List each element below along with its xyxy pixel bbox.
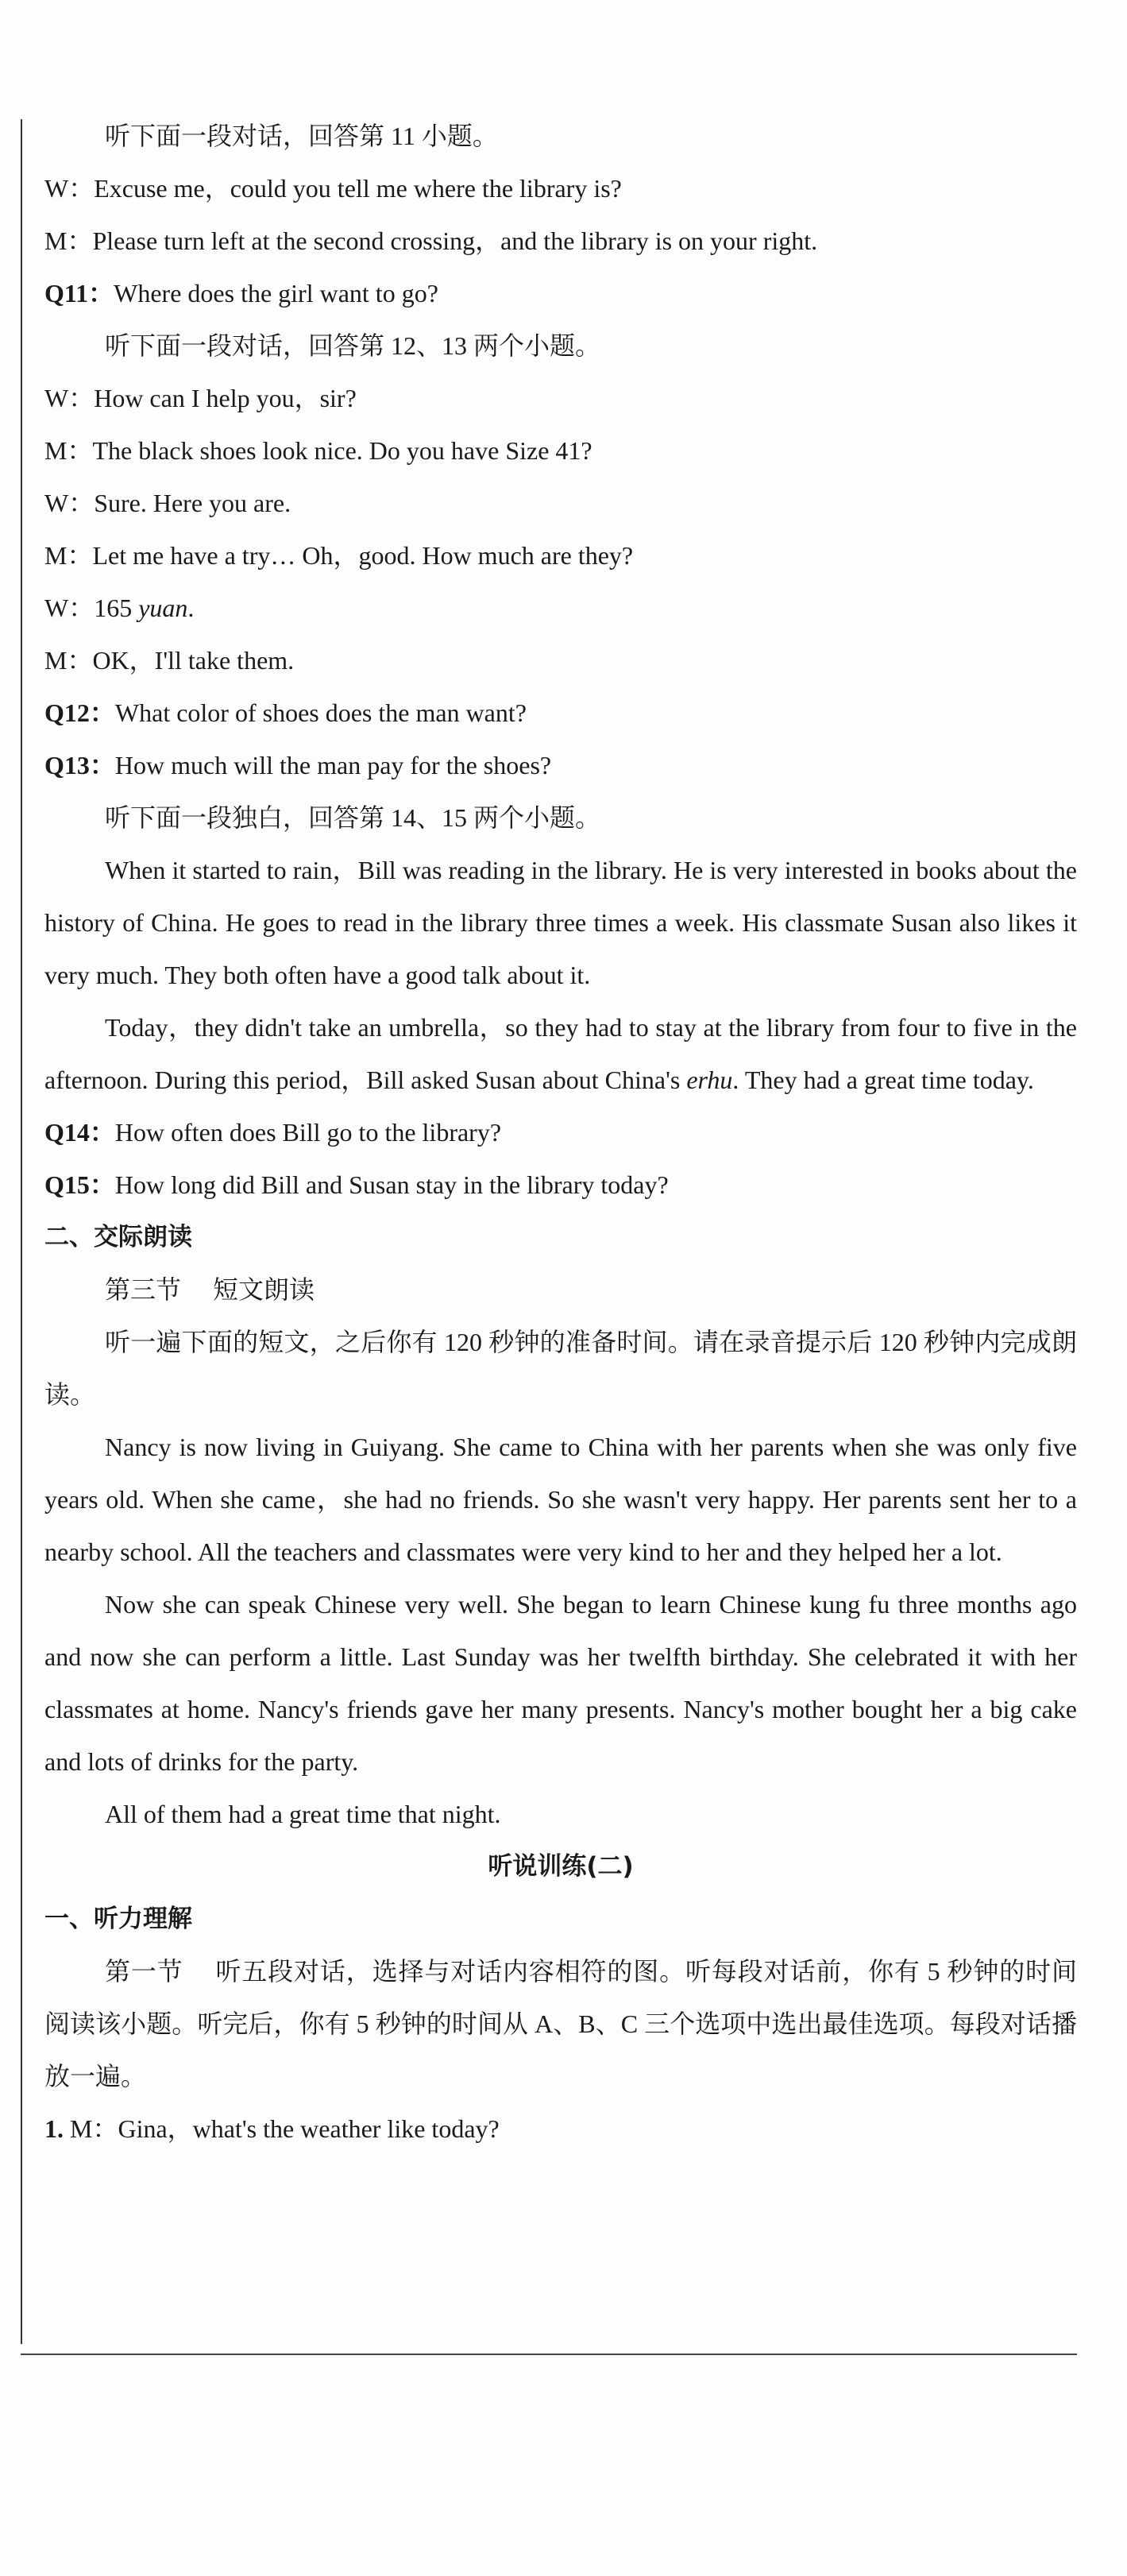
dialogue-text: . — [187, 594, 195, 622]
section-heading: 二、交际朗读 — [44, 1223, 192, 1251]
italic-word: erhu — [686, 1066, 733, 1094]
instruction-line: 听下面一段独白，回答第 14、15 两个小题。 — [105, 803, 601, 832]
reading-paragraph: All of them had a great time that night. — [105, 1800, 501, 1828]
question-line — [44, 687, 1077, 739]
subsection-heading — [44, 1263, 1077, 1316]
dialogue-line: M：Please turn left at the second crossing，and the library is on your right. — [44, 226, 818, 255]
question-text: How often does Bill go to the library? — [114, 1118, 502, 1147]
dialogue-line: W：Excuse me，could you tell me where the library is? — [44, 174, 622, 203]
subsection-title: 短文朗读 — [213, 1275, 315, 1304]
instruction-text: 听五段对话，选择与对话内容相符的图。听每段对话前，你有 5 秒钟的时间阅读该小题。听完后，你有 5 秒钟的时间从 A、B、C 三个选项中选出最佳选项。每段对话播放一遍。 — [44, 1957, 1077, 2091]
monologue-paragraph: When it started to rain，Bill was reading in the library. He is very interested in books about the history of China. He goes to read in the library three times a week. His classmate Susan also likes it very much. They both often have a good talk about it. — [44, 856, 1077, 989]
dialogue-text: W：165 — [44, 594, 139, 622]
paragraph-text: Today，they didn't take an umbrella，so they had to stay at the library from four to five in the afternoon. During this period，Bill asked Susan about China's — [44, 1013, 1077, 1094]
paragraph-text: . They had a great time today. — [732, 1066, 1034, 1094]
question-number: Q15： — [44, 1170, 115, 1199]
bottom-rule — [21, 2354, 1077, 2355]
question-number: Q14： — [44, 1118, 115, 1147]
dialogue-line: W：How can I help you，sir? — [44, 384, 357, 412]
dialogue-line — [44, 582, 1077, 634]
question-number: Q12： — [44, 698, 115, 727]
instruction-paragraph: 听一遍下面的短文，之后你有 120 秒钟的准备时间。请在录音提示后 120 秒钟内完成朗读。 — [44, 1328, 1077, 1409]
question-text: Where does the girl want to go? — [114, 279, 438, 307]
left-margin-rule — [21, 119, 22, 2344]
question-line — [44, 267, 1077, 319]
exercise-title: 听说训练(二) — [488, 1852, 634, 1881]
section-heading: 一、听力理解 — [44, 1905, 192, 1933]
dialogue-line: M：Let me have a try… Oh，good. How much are they? — [44, 541, 634, 570]
question-number: 1. — [44, 2114, 64, 2143]
document-body — [44, 110, 1077, 2155]
dialogue-line: W：Sure. Here you are. — [44, 489, 291, 517]
question-line — [44, 1158, 1077, 1211]
question-text: M：Gina，what's the weather like today? — [64, 2114, 500, 2143]
question-text: How long did Bill and Susan stay in the library today? — [114, 1170, 669, 1199]
reading-paragraph: Nancy is now living in Guiyang. She came to China with her parents when she was only five years old. When she came，she had no friends. So she wasn't very happy. Her parents sent her to a nearby school. All the teachers and classmates were very kind to her and they helped her a lot. — [44, 1433, 1078, 1566]
instruction-line: 听下面一段对话，回答第 12、13 两个小题。 — [105, 331, 601, 360]
italic-word: yuan — [138, 594, 188, 622]
instruction-line: 听下面一段对话，回答第 11 小题。 — [105, 122, 498, 150]
subsection-number: 第一节 — [105, 1957, 183, 1986]
question-line — [44, 739, 1077, 791]
question-line — [44, 2102, 1077, 2155]
reading-paragraph: Now she can speak Chinese very well. She began to learn Chinese kung fu three months ago and now she can perform a little. Last Sunday was her twelfth birthday. She celebrated it with her classmates at home. Nancy's friends gave her many presents. Nancy's mother bought her a big cake and lots of drinks for the party. — [44, 1590, 1077, 1776]
monologue-paragraph — [44, 1001, 1077, 1106]
dialogue-line: M：OK，I'll take them. — [44, 646, 295, 675]
dialogue-line: M：The black shoes look nice. Do you have Size 41? — [44, 436, 592, 465]
question-number: Q13： — [44, 751, 115, 779]
question-line — [44, 1106, 1077, 1158]
subsection-number: 第三节 — [105, 1275, 182, 1304]
question-text: What color of shoes does the man want? — [114, 698, 527, 727]
instruction-paragraph — [44, 1945, 1077, 2102]
question-text: How much will the man pay for the shoes? — [114, 751, 552, 779]
question-number: Q11： — [44, 279, 114, 307]
